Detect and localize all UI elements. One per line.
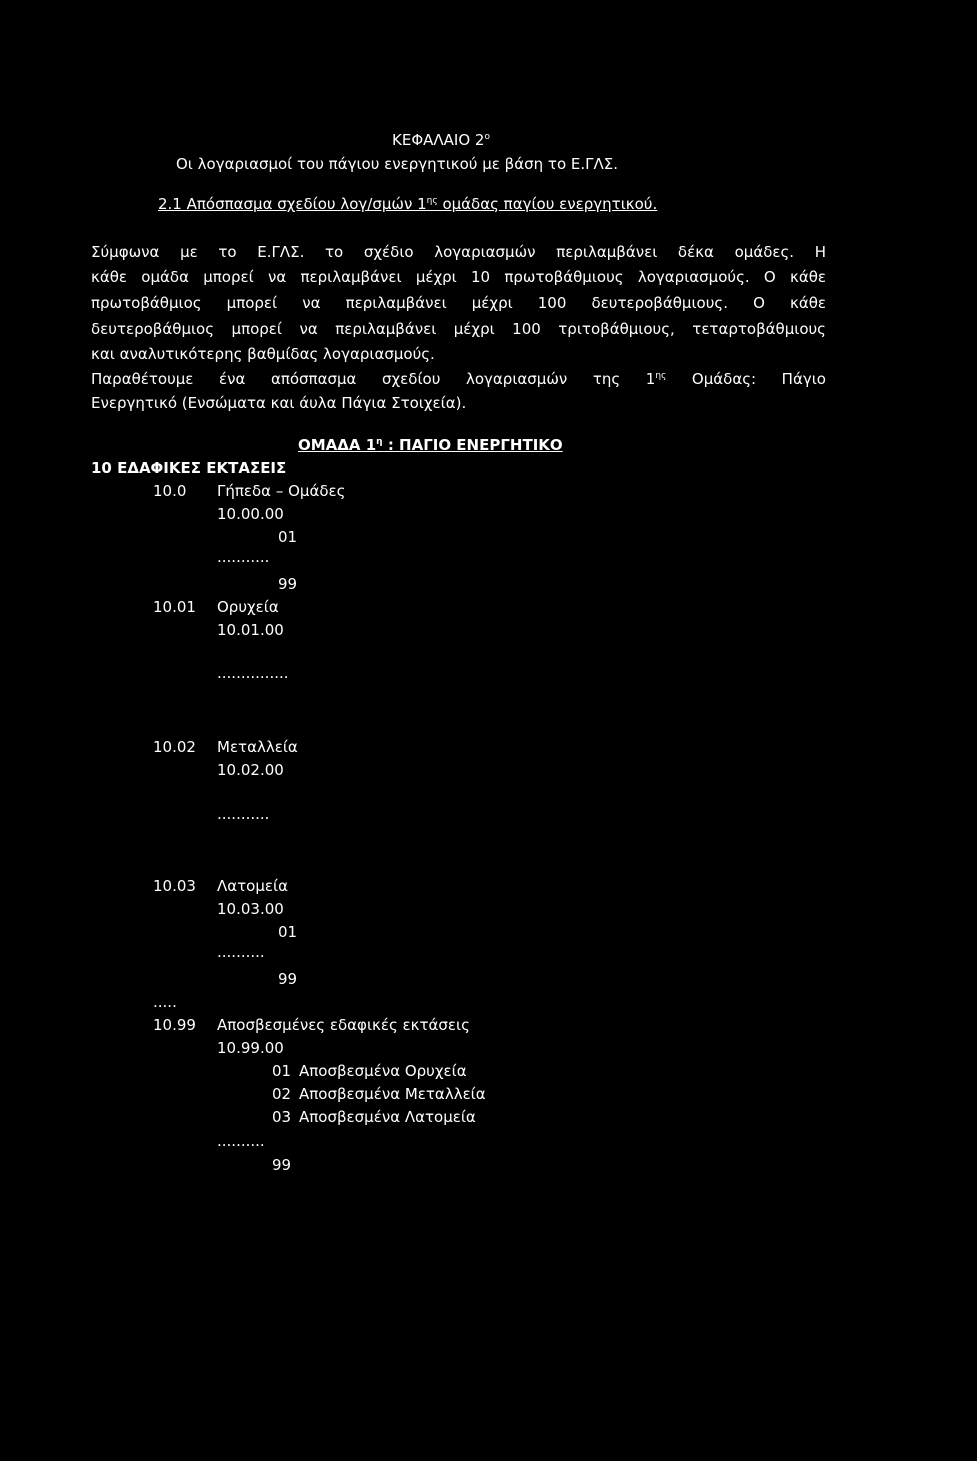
ellipsis: .......... — [217, 943, 265, 961]
sub-account-number: 99 — [272, 1156, 292, 1174]
sub-account-number: 01 — [278, 528, 298, 546]
sub-account-name: Αποσβεσμένα Μεταλλεία — [299, 1085, 486, 1103]
account-code: 10.03 — [153, 877, 196, 895]
sub-account-code: 10.03.00 — [217, 900, 284, 918]
intro-line-6-text: Παραθέτουμε ένα απόσπασμα σχεδίου λογαριασμών της 1 — [91, 370, 656, 388]
intro-line-6-superscript: ης — [655, 371, 667, 381]
intro-line-6 — [91, 370, 826, 388]
section-title-text: 2.1 Απόσπασμα σχεδίου λογ/σμών 1 — [158, 195, 427, 213]
ellipsis: ..... — [153, 993, 177, 1011]
account-code: 10.99 — [153, 1016, 196, 1034]
intro-line-4: δευτεροβάθμιος μπορεί να περιλαμβάνει μέχρι 100 τριτοβάθμιους, τεταρτοβάθμιους — [91, 320, 826, 338]
account-heading: 10 ΕΔΑΦΙΚΕΣ ΕΚΤΑΣΕΙΣ — [91, 459, 287, 477]
sub-account-code: 10.02.00 — [217, 761, 284, 779]
sub-account-code: 10.99.00 — [217, 1039, 284, 1057]
chapter-heading — [392, 131, 490, 149]
ellipsis: ........... — [217, 548, 270, 566]
sub-account-number: 01 — [278, 923, 298, 941]
sub-account-code: 10.00.00 — [217, 505, 284, 523]
account-code: 10.02 — [153, 738, 196, 756]
chapter-label: ΚΕΦΑΛΑΙΟ 2 — [392, 131, 485, 149]
sub-account-number: 02 — [272, 1085, 292, 1103]
ellipsis: .......... — [217, 1132, 265, 1150]
ellipsis: ............... — [217, 664, 289, 682]
account-name: Γήπεδα – Ομάδες — [217, 482, 346, 500]
section-title-superscript: ης — [426, 196, 438, 206]
intro-line-1: Σύμφωνα με το Ε.ΓΛΣ. το σχέδιο λογαριασμών περιλαμβάνει δέκα ομάδες. Η — [91, 243, 826, 261]
section-title-text-end: ομάδας παγίου ενεργητικού. — [437, 195, 658, 213]
account-name: Αποσβεσμένες εδαφικές εκτάσεις — [217, 1016, 470, 1034]
group-title-text: ΟΜΑΔΑ 1 — [298, 436, 377, 454]
sub-account-number: 03 — [272, 1108, 292, 1126]
intro-line-3: πρωτοβάθμιος μπορεί να περιλαμβάνει μέχρι 100 δευτεροβάθμιους. Ο κάθε — [91, 294, 826, 312]
account-code: 10.01 — [153, 598, 196, 616]
group-title-superscript: η — [376, 437, 383, 447]
intro-line-7: Ενεργητικό (Ενσώματα και άυλα Πάγια Στοιχεία). — [91, 394, 467, 412]
group-title-text-end: : ΠΑΓΙΟ ΕΝΕΡΓΗΤΙΚΟ — [382, 436, 563, 454]
chapter-superscript: ο — [484, 132, 490, 142]
sub-account-name: Αποσβεσμένα Λατομεία — [299, 1108, 476, 1126]
intro-line-2: κάθε ομάδα μπορεί να περιλαμβάνει μέχρι 10 πρωτοβάθμιους λογαριασμούς. Ο κάθε — [91, 268, 826, 286]
sub-account-number: 99 — [278, 970, 298, 988]
chapter-subtitle: Οι λογαριασμοί του πάγιου ενεργητικού με βάση το Ε.ΓΛΣ. — [176, 155, 618, 173]
account-code: 10.0 — [153, 482, 187, 500]
group-title — [298, 436, 563, 454]
sub-account-code: 10.01.00 — [217, 621, 284, 639]
account-name: Ορυχεία — [217, 598, 279, 616]
intro-line-6-text-end: Ομάδας: Πάγιο — [666, 370, 826, 388]
sub-account-number: 01 — [272, 1062, 292, 1080]
account-name: Λατομεία — [217, 877, 288, 895]
ellipsis: ........... — [217, 805, 270, 823]
section-title — [158, 195, 657, 213]
sub-account-name: Αποσβεσμένα Ορυχεία — [299, 1062, 467, 1080]
sub-account-number: 99 — [278, 575, 298, 593]
intro-line-5: και αναλυτικότερης βαθμίδας λογαριασμούς. — [91, 345, 435, 363]
account-name: Μεταλλεία — [217, 738, 298, 756]
